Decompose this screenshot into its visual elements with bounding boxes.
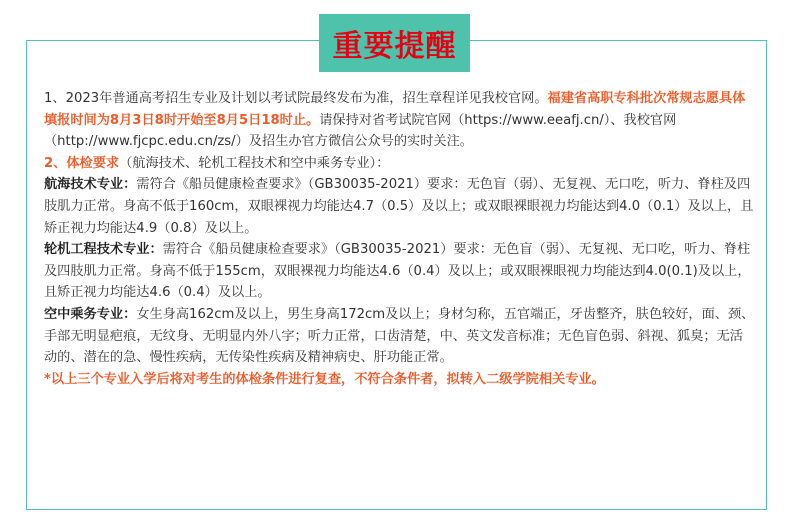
deadline-highlight: 福建省高职专科批次常规志愿具体填报时间为8月3日8时开始至8月5日18时止。 [44,91,746,128]
major-requirement: 需符合《船员健康检查要求》（GB30035-2021）要求：无色盲（弱）、无复视、无口吃，听力、脊柱及四肢肌力正常。身高不低于160cm，双眼裸视力均能达4.7（0.5）及以上；或双眼裸眼视力均能达到4.0（0.1）及以上，且矫正视力均能达4.9（0.8）及以上。 [44,177,754,236]
page-title: 重要提醒 [332,29,457,64]
title-banner [319,14,470,72]
section-2-heading: 2、体检要求 [44,155,120,171]
major-name: 空中乘务专业： [44,306,137,322]
major-requirement: 需符合《船员健康检查要求》（GB30035-2021）要求：无色盲（弱）、无复视、无口吃，听力、脊柱及四肢肌力正常。身高不低于155cm，双眼裸视力均能达4.6（0.4）及以上；或双眼裸眼视力均能达到4.0(0.1)及以上，且矫正视力均能达4.6（0.4）及以上。 [44,242,751,301]
major-marine-engineering [44,239,756,304]
major-flight-attendant [44,304,756,369]
section-2-subtitle: （航海技术、轮机工程技术和空中乘务专业）： [119,155,390,171]
major-name: 轮机工程技术专业： [44,242,163,258]
notice-content [44,88,756,390]
section-1-paragraph [44,88,756,153]
section-1-followup: 请保持对省考试院官网（https://www.eeafj.cn/）、我校官网（http://www.fjcpc.edu.cn/zs/）及招生办官方微信公众号的实时关注。 [44,112,677,150]
major-requirement: 女生身高162cm及以上，男生身高172cm及以上；身材匀称，五官端正，牙齿整齐，肤色较好，面、颈、手部无明显疤痕，无纹身、无明显内外八字；听力正常，口齿清楚，中、英文发音标准；无色盲色弱、斜视、狐臭；无活动的、潜在的急、慢性疾病，无传染性疾病及精神病史、肝功能正常。 [44,306,755,366]
major-name: 航海技术专业： [44,177,137,193]
section-1-text: 1、2023年普通高考招生专业及计划以考试院最终发布为准，招生章程详见我校官网。 [44,91,548,106]
major-navigation [44,174,756,239]
section-2-heading-line [44,153,756,175]
footnote: *以上三个专业入学后将对考生的体检条件进行复查，不符合条件者，拟转入二级学院相关专业。 [44,371,605,387]
